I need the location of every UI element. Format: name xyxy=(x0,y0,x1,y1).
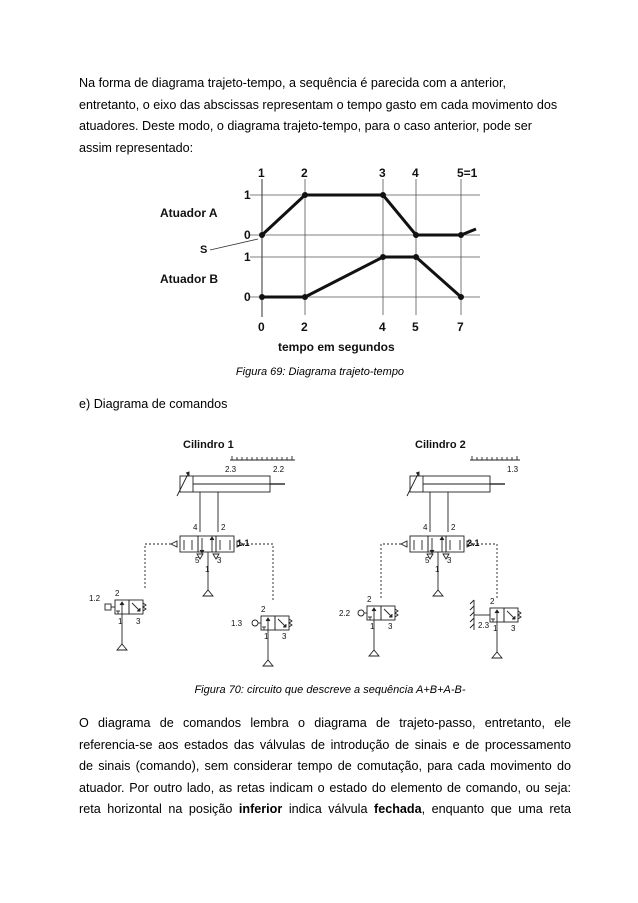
text-line: Na forma de diagrama trajeto-tempo, a sequência é parecida com a anterior, xyxy=(79,76,507,90)
tick-label: 7 xyxy=(457,320,464,334)
text-line: O diagrama de comandos lembra o diagrama de trajeto-passo, entretanto, ele xyxy=(79,716,571,730)
valve-2-2 xyxy=(358,606,398,620)
figure-69-caption: Figura 69: Diagrama trajeto-tempo xyxy=(235,366,405,378)
cylinder-2-label: Cilindro 2 xyxy=(415,439,466,451)
tick-label: 5 xyxy=(412,320,419,334)
intro-paragraph xyxy=(79,73,571,159)
series-label: Atuador B xyxy=(160,272,218,286)
valve-label: 1.1 xyxy=(237,538,250,548)
step-label: 5=1 xyxy=(457,166,478,180)
data-point xyxy=(380,192,386,198)
level-label: 1 xyxy=(244,250,251,264)
level-label: 0 xyxy=(244,228,251,242)
step-label: 2 xyxy=(301,166,308,180)
port-label: 5 xyxy=(195,556,200,565)
tick-label: 4 xyxy=(379,320,386,334)
pneumatic-circuit-diagram xyxy=(85,432,555,677)
limit-switch-label: 1.3 xyxy=(507,465,519,474)
port-label: 3 xyxy=(217,556,222,565)
step-label: 1 xyxy=(258,166,265,180)
data-point xyxy=(302,294,308,300)
data-point xyxy=(458,294,464,300)
text-run: indica válvula xyxy=(282,802,375,817)
port-label: 2 xyxy=(451,523,456,532)
limit-switch-label: 2.3 xyxy=(225,465,237,474)
level-label: 0 xyxy=(244,290,251,304)
tick-label: 2 xyxy=(301,320,308,334)
signal-pointer xyxy=(210,239,258,250)
port-label: 4 xyxy=(193,523,198,532)
valve-label: 1.2 xyxy=(89,594,101,603)
port-label: 3 xyxy=(511,624,516,633)
text-run: , enquanto que uma reta xyxy=(421,802,572,817)
port-label: 2 xyxy=(261,605,266,614)
bold-term: inferior xyxy=(238,802,283,817)
cylinder-1 xyxy=(177,472,285,496)
level-label: 1 xyxy=(244,188,251,202)
port-label: 2 xyxy=(490,597,495,606)
cylinder-2 xyxy=(407,472,505,496)
data-point xyxy=(259,294,265,300)
x-axis-label: tempo em segundos xyxy=(278,340,395,354)
figure-70-caption: Figura 70: circuito que descreve a sequência A+B+A-B- xyxy=(194,684,466,696)
series-line xyxy=(262,195,476,235)
series-label: Atuador A xyxy=(160,206,218,220)
data-point xyxy=(259,232,265,238)
data-point xyxy=(413,254,419,260)
port-label: 2 xyxy=(367,595,372,604)
text-line: atuador. Por outro lado, as retas indicam o estado do elemento de comando, ou seja: xyxy=(79,780,571,795)
port-label: 1 xyxy=(435,565,440,574)
port-label: 1 xyxy=(493,624,498,633)
chart-series xyxy=(259,192,476,300)
limit-switch-label: 2.2 xyxy=(273,465,285,474)
tick-label: 0 xyxy=(258,320,265,334)
port-label: 1 xyxy=(264,632,269,641)
data-point xyxy=(380,254,386,260)
series-line xyxy=(262,257,461,297)
port-label: 3 xyxy=(447,556,452,565)
cylinder-2-scale xyxy=(470,456,520,474)
port-label: 1 xyxy=(205,565,210,574)
data-point xyxy=(458,232,464,238)
port-label: 4 xyxy=(423,523,428,532)
signal-label: S xyxy=(200,244,208,256)
valve-label: 1.3 xyxy=(231,619,243,628)
port-label: 5 xyxy=(425,556,430,565)
port-label: 1 xyxy=(370,622,375,631)
data-point xyxy=(413,232,419,238)
text-line: de sinais (comando), sem considerar tempo de comutação, para cada movimento do xyxy=(79,759,571,774)
text-line: assim representado: xyxy=(79,140,194,155)
port-label: 1 xyxy=(118,617,123,626)
port-label: 2 xyxy=(115,589,120,598)
text-line: referencia-se aos estados das válvulas de introdução de sinais e de processamento xyxy=(79,737,571,752)
bold-term: fechada xyxy=(374,802,422,817)
text-line xyxy=(79,799,571,821)
valve-2-1 xyxy=(401,536,473,553)
text-run: reta horizontal na posição xyxy=(79,802,239,817)
data-point xyxy=(302,192,308,198)
text-line: entretanto, o eixo das abscissas representam o tempo gasto em cada movimento dos xyxy=(79,97,558,112)
port-label: 3 xyxy=(388,622,393,631)
step-label: 4 xyxy=(412,166,419,180)
step-label: 3 xyxy=(379,166,386,180)
valve-1-1 xyxy=(171,536,243,553)
port-label: 2 xyxy=(221,523,226,532)
valve-label: 2.2 xyxy=(339,609,351,618)
commands-paragraph xyxy=(79,713,571,821)
port-label: 3 xyxy=(136,617,141,626)
port-label: 3 xyxy=(282,632,287,641)
cylinder-1-label: Cilindro 1 xyxy=(183,439,234,451)
text-line: atuadores. Deste modo, o diagrama trajeto-tempo, para o caso anterior, pode ser xyxy=(79,119,532,134)
valve-1-2 xyxy=(105,600,146,614)
valve-label: 2.1 xyxy=(467,538,480,548)
trajeto-tempo-diagram xyxy=(140,165,500,365)
valve-label: 2.3 xyxy=(478,621,490,630)
section-heading: e) Diagrama de comandos xyxy=(79,397,228,411)
cylinder-1-scale xyxy=(225,456,295,474)
valve-1-3 xyxy=(252,616,292,630)
